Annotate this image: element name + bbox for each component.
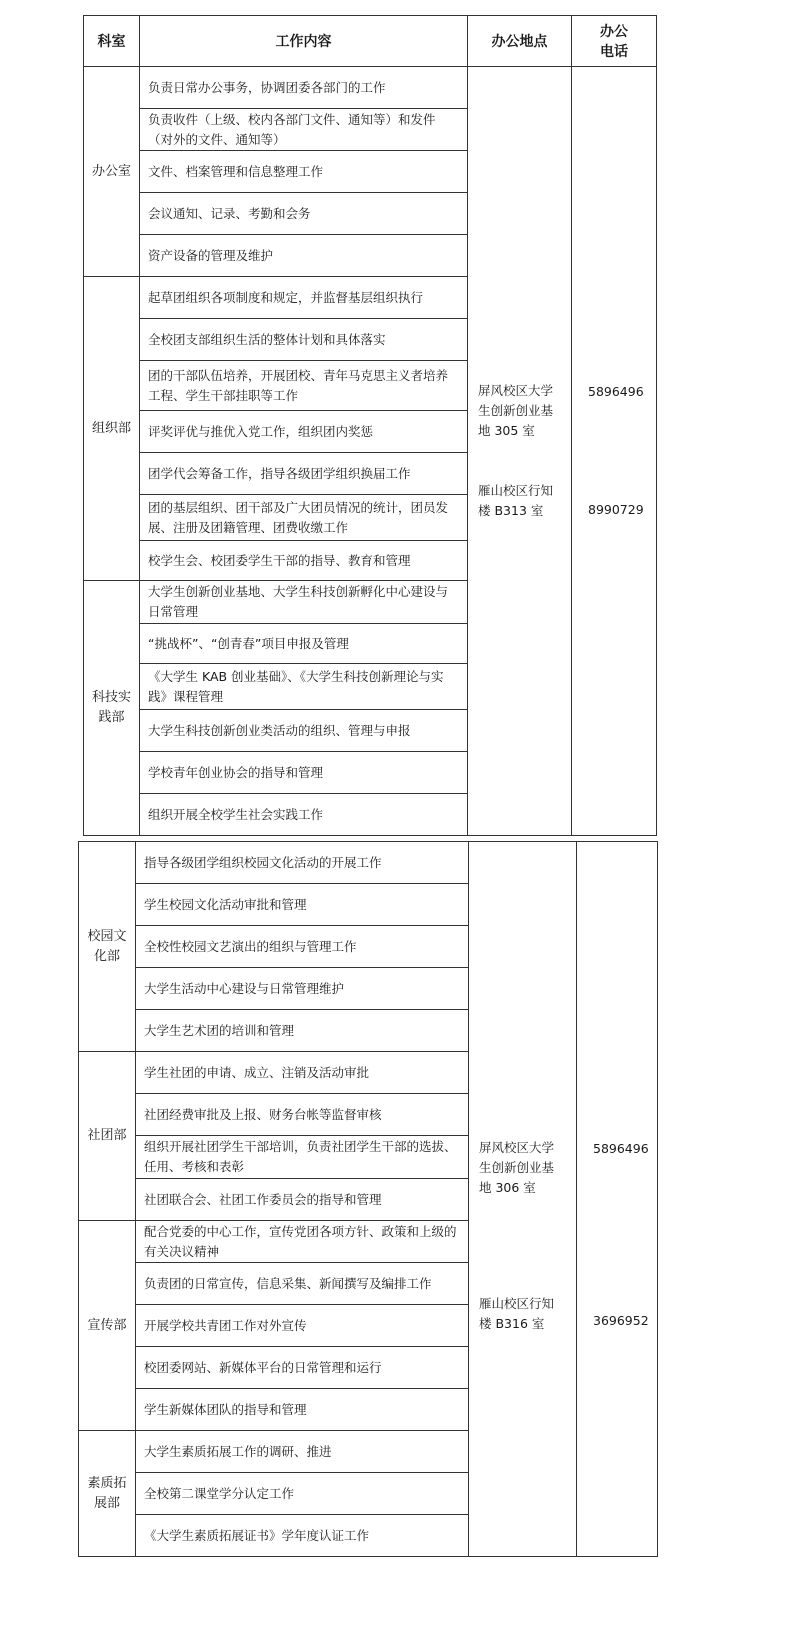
duty-cell: 资产设备的管理及维护 xyxy=(140,235,468,277)
table-row xyxy=(84,67,657,109)
dept-campus-culture: 校园文化部 xyxy=(79,842,136,1052)
duty-cell: 全校第二课堂学分认定工作 xyxy=(136,1473,469,1515)
location-pingfeng: 屏风校区大学生创新创业基地 306 室 xyxy=(479,1140,555,1195)
dept-quality-development: 素质拓展部 xyxy=(79,1431,136,1557)
duty-cell: 负责团的日常宣传，信息采集、新闻撰写及编排工作 xyxy=(136,1263,469,1305)
duty-cell: 校团委网站、新媒体平台的日常管理和运行 xyxy=(136,1347,469,1389)
duty-cell: 学校青年创业协会的指导和管理 xyxy=(140,752,468,794)
duty-cell: 校学生会、校团委学生干部的指导、教育和管理 xyxy=(140,541,468,581)
phone-pingfeng: 5896496 xyxy=(593,1141,649,1156)
duty-cell: 全校团支部组织生活的整体计划和具体落实 xyxy=(140,319,468,361)
location-yanshan: 雁山校区行知楼 B316 室 xyxy=(479,1296,555,1331)
duty-table-1 xyxy=(83,15,657,836)
phone-cell-1 xyxy=(572,67,657,836)
duty-cell: 负责收件（上级、校内各部门文件、通知等）和发件（对外的文件、通知等） xyxy=(140,109,468,151)
header-phone-line2: 电话 xyxy=(600,44,628,60)
duty-table-2 xyxy=(78,841,658,1557)
duty-cell: 学生社团的申请、成立、注销及活动审批 xyxy=(136,1052,469,1094)
duty-cell: 配合党委的中心工作，宣传党团各项方针、政策和上级的有关决议精神 xyxy=(136,1221,469,1263)
dept-clubs: 社团部 xyxy=(79,1052,136,1221)
location-yanshan: 雁山校区行知楼 B313 室 xyxy=(478,483,554,518)
duty-cell: 文件、档案管理和信息整理工作 xyxy=(140,151,468,193)
duty-cell: 大学生科技创新创业类活动的组织、管理与申报 xyxy=(140,710,468,752)
duty-cell: 全校性校园文艺演出的组织与管理工作 xyxy=(136,926,469,968)
duty-cell: 学生新媒体团队的指导和管理 xyxy=(136,1389,469,1431)
duty-cell: 《大学生素质拓展证书》学年度认证工作 xyxy=(136,1515,469,1557)
duty-cell: 指导各级团学组织校园文化活动的开展工作 xyxy=(136,842,469,884)
location-cell-1 xyxy=(468,67,572,836)
header-phone-line1: 办公 xyxy=(600,24,628,40)
phone-yanshan: 8990729 xyxy=(588,502,644,517)
header-phone xyxy=(572,16,657,67)
location-pingfeng: 屏风校区大学生创新创业基地 305 室 xyxy=(478,383,554,438)
dept-organization: 组织部 xyxy=(84,277,140,581)
location-cell-2 xyxy=(469,842,577,1557)
duty-cell: 社团联合会、社团工作委员会的指导和管理 xyxy=(136,1179,469,1221)
duty-cell: 组织开展全校学生社会实践工作 xyxy=(140,794,468,836)
header-duty: 工作内容 xyxy=(140,16,468,67)
phone-cell-2 xyxy=(577,842,658,1557)
dept-office: 办公室 xyxy=(84,67,140,277)
duty-cell: 团的干部队伍培养，开展团校、青年马克思主义者培养工程、学生干部挂职等工作 xyxy=(140,361,468,411)
duty-cell: 大学生创新创业基地、大学生科技创新孵化中心建设与日常管理 xyxy=(140,581,468,624)
duty-cell: 大学生艺术团的培训和管理 xyxy=(136,1010,469,1052)
table-header-row xyxy=(84,16,657,67)
phone-yanshan: 3696952 xyxy=(593,1313,649,1328)
duty-cell: 大学生活动中心建设与日常管理维护 xyxy=(136,968,469,1010)
duty-cell: 团的基层组织、团干部及广大团员情况的统计，团员发展、注册及团籍管理、团费收缴工作 xyxy=(140,495,468,541)
duty-cell: 负责日常办公事务，协调团委各部门的工作 xyxy=(140,67,468,109)
table-row xyxy=(79,842,658,884)
duty-cell: 社团经费审批及上报、财务台帐等监督审核 xyxy=(136,1094,469,1136)
dept-publicity: 宣传部 xyxy=(79,1221,136,1431)
duty-cell: 组织开展社团学生干部培训，负责社团学生干部的选拔、任用、考核和表彰 xyxy=(136,1136,469,1179)
dept-sci-tech-practice: 科技实践部 xyxy=(84,581,140,836)
duty-cell: 团学代会筹备工作，指导各级团学组织换届工作 xyxy=(140,453,468,495)
duty-cell: 《大学生 KAB 创业基础》、《大学生科技创新理论与实践》课程管理 xyxy=(140,664,468,710)
duty-cell: 会议通知、记录、考勤和会务 xyxy=(140,193,468,235)
duty-cell: 大学生素质拓展工作的调研、推进 xyxy=(136,1431,469,1473)
duty-cell: 学生校园文化活动审批和管理 xyxy=(136,884,469,926)
duty-cell: 评奖评优与推优入党工作，组织团内奖惩 xyxy=(140,411,468,453)
duty-cell: 起草团组织各项制度和规定，并监督基层组织执行 xyxy=(140,277,468,319)
header-location: 办公地点 xyxy=(468,16,572,67)
duty-cell: 开展学校共青团工作对外宣传 xyxy=(136,1305,469,1347)
duty-cell: “挑战杯”、“创青春”项目申报及管理 xyxy=(140,624,468,664)
header-dept: 科室 xyxy=(84,16,140,67)
phone-pingfeng: 5896496 xyxy=(588,384,644,399)
